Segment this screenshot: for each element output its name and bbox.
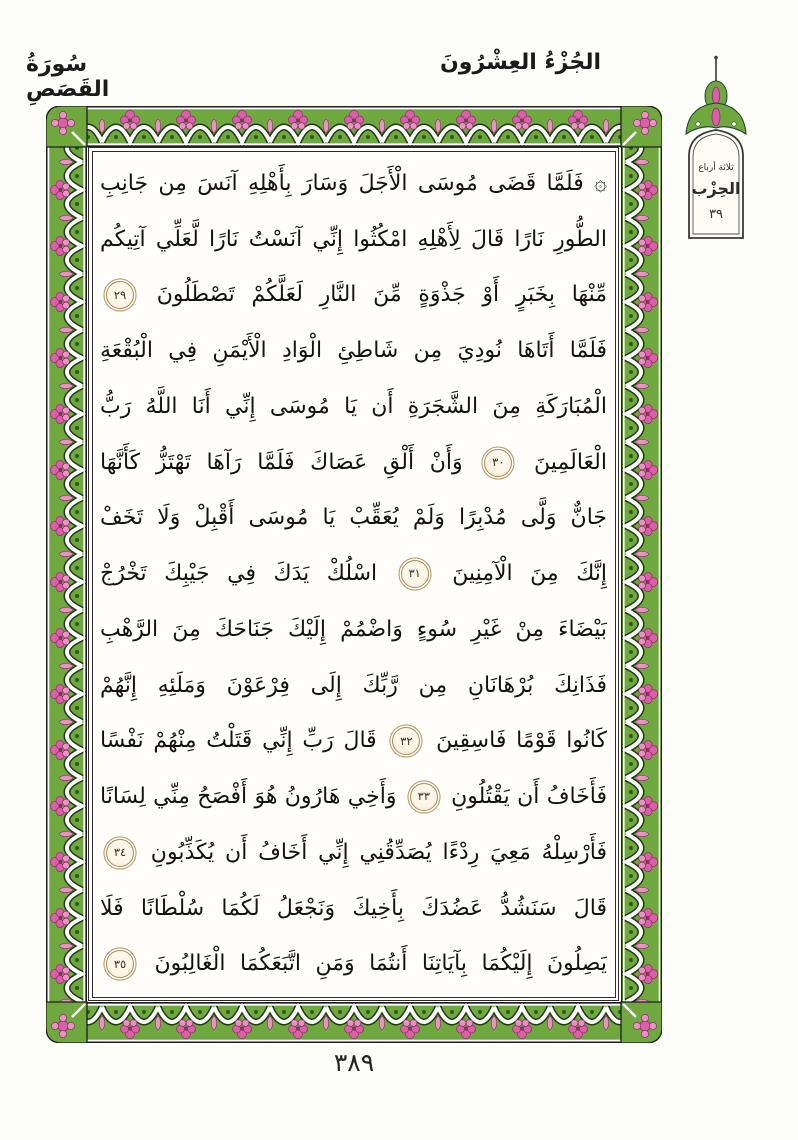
ayah-text: وَأَخِي هَارُونُ هُوَ أَفْصَحُ مِنِّي لِسَانًا [100, 784, 397, 810]
ayah-text: فَأَرْسِلْهُ مَعِيَ رِدْءًا يُصَدِّقُنِي إِنِّي أَخَافُ أَن يُكَذِّبُونِ [150, 839, 607, 865]
ayah-end-marker: ٣٣ [410, 783, 438, 811]
ayah-text: فَذَانِكَ بُرْهَانَانِ مِن رَّبِّكَ إِلَى فِرْعَوْنَ وَمَلَئِهِ إِنَّهُمْ [100, 672, 607, 698]
decorative-frame [46, 106, 662, 1043]
quran-line [100, 881, 607, 937]
hizb-ornament-icon [668, 54, 764, 242]
ayah-end-marker: ٣٤ [106, 839, 134, 867]
ayah-end-marker: ٢٩ [106, 281, 134, 309]
ayah-text: الْمُبَارَكَةِ مِنَ الشَّجَرَةِ أَن يَا مُوسَى إِنِّي أَنَا اللَّهُ رَبُّ [100, 393, 607, 419]
hizb-label: الحِزْب [691, 179, 741, 198]
quran-line [100, 435, 607, 491]
ayah-end-marker: ٣٠ [484, 449, 512, 477]
ayah-text: اسْلُكْ يَدَكَ فِي جَيْبِكَ تَخْرُجْ [100, 561, 378, 587]
quran-line [100, 658, 607, 714]
ayah-text: مِّنْهَا بِخَبَرٍ أَوْ جَذْوَةٍ مِّنَ النَّارِ لَعَلَّكُمْ تَصْطَلُونَ [156, 282, 607, 308]
quran-line [100, 602, 607, 658]
quran-line [100, 490, 607, 546]
quran-line [100, 546, 607, 602]
quran-line [100, 825, 607, 881]
quran-line [100, 379, 607, 435]
quran-line [100, 713, 607, 769]
ayah-text: وَأَنْ أَلْقِ عَصَاكَ فَلَمَّا رَآهَا تَهْتَزُّ كَأَنَّهَا [100, 449, 463, 475]
ayah-text: قَالَ رَبِّ إِنِّي قَتَلْتُ مِنْهُمْ نَفْسًا [100, 728, 377, 754]
ayah-text: الْعَالَمِينَ [534, 449, 607, 475]
ayah-text: يَصِلُونَ إِلَيْكُمَا بِآيَاتِنَا أَنتُمَا وَمَنِ اتَّبَعَكُمَا الْغَالِبُونَ [154, 951, 607, 977]
ayah-end-marker: ٣١ [401, 560, 429, 588]
ayah-text: فَأَخَافُ أَن يَقْتُلُونِ [451, 784, 607, 810]
quran-line [100, 769, 607, 825]
quran-line [100, 212, 607, 268]
ayah-text: ۞ فَلَمَّا قَضَى مُوسَى الْأَجَلَ وَسَارَ بِأَهْلِهِ آنَسَ مِن جَانِبِ [100, 171, 607, 196]
page-number: ٣٨٩ [333, 1048, 375, 1077]
ayah-text: فَلَمَّا أَتَاهَا نُودِيَ مِن شَاطِئِ الْوَادِ الْأَيْمَنِ فِي الْبُقْعَةِ [100, 338, 607, 364]
ayah-text: إِنَّكَ مِنَ الْآمِنِينَ [452, 561, 607, 587]
quran-line [100, 936, 607, 992]
quran-line [100, 267, 607, 323]
ayah-text: الطُّورِ نَارًا قَالَ لِأَهْلِهِ امْكُثُوا إِنِّي آنَسْتُ نَارًا لَّعَلِّي آتِيكُم [100, 226, 607, 252]
ayah-end-marker: ٣٥ [106, 950, 134, 978]
text-frame [88, 147, 619, 1001]
ayah-text: بَيْضَاءَ مِنْ غَيْرِ سُوءٍ وَاضْمُمْ إِلَيْكَ جَنَاحَكَ مِنَ الرَّهْبِ [100, 616, 607, 642]
surah-title: سُورَةُ القَصَصِ [26, 52, 110, 102]
ayah-end-marker: ٣٢ [392, 727, 420, 755]
quran-lines [100, 156, 607, 992]
ayah-text: قَالَ سَنَشُدُّ عَضُدَكَ بِأَخِيكَ وَنَجْعَلُ لَكُمَا سُلْطَانًا فَلَا [100, 895, 607, 921]
quran-line [100, 156, 607, 212]
ayah-text: جَانٌّ وَلَّى مُدْبِرًا وَلَمْ يُعَقِّبْ يَا مُوسَى أَقْبِلْ وَلَا تَخَفْ [100, 505, 607, 531]
hizb-fraction-label: ثلاثة أرباع [698, 163, 734, 173]
hizb-number: ٣٩ [709, 207, 723, 222]
juz-title: الجُزْءُ العِشْرُونَ [440, 50, 601, 75]
quran-line [100, 323, 607, 379]
ayah-text: كَانُوا قَوْمًا فَاسِقِينَ [436, 728, 607, 754]
